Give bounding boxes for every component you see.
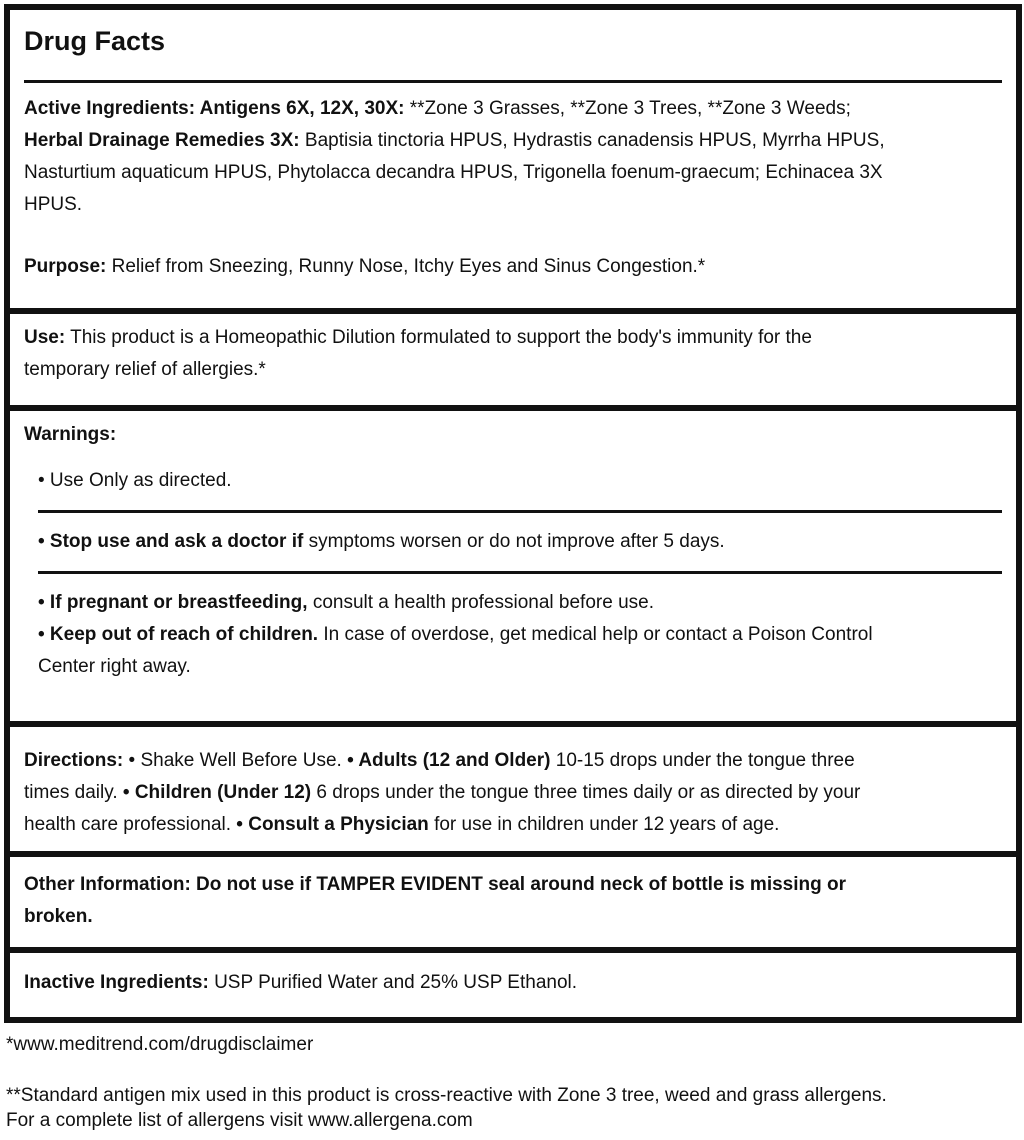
- use-line-2: temporary relief of allergies.*: [24, 359, 266, 380]
- drug-facts-title: Drug Facts: [24, 26, 166, 56]
- other-information-line-2: [24, 901, 1002, 933]
- directions-label: Directions:: [24, 750, 124, 771]
- warnings-section: [10, 405, 1016, 721]
- warnings-label: [24, 419, 1002, 451]
- directions-line-2-start: times daily.: [24, 782, 118, 803]
- other-information-section: [10, 851, 1016, 947]
- disclaimer-footnote: *www.meditrend.com/drugdisclaimer: [6, 1034, 314, 1055]
- other-information-text-2: broken.: [24, 906, 93, 927]
- other-information-text: Other Information: Do not use if TAMPER EVIDENT seal around neck of bottle is missing or: [24, 874, 847, 895]
- consult-label: • Consult a Physician: [236, 814, 429, 835]
- purpose-text: Relief from Sneezing, Runny Nose, Itchy Eyes and Sinus Congestion.*: [111, 256, 706, 277]
- warning-pregnant: [24, 587, 1002, 619]
- directions-line-3: [24, 809, 1002, 841]
- inactive-ingredients-text: USP Purified Water and 25% USP Ethanol.: [214, 972, 578, 993]
- children-label: • Children (Under 12): [122, 782, 312, 803]
- stop-use-text: symptoms worsen or do not improve after 5 days.: [308, 531, 725, 552]
- warning-stop-use: [24, 526, 1002, 558]
- keep-out-text: In case of overdose, get medical help or contact a Poison Control: [323, 624, 873, 645]
- consult-text: for use in children under 12 years of age.: [434, 814, 780, 835]
- purpose-line: [24, 251, 1002, 283]
- inactive-ingredients-line: [24, 967, 1002, 999]
- herbal-remedies-line-2: Nasturtium aquaticum HPUS, Phytolacca decandra HPUS, Trigonella foenum-graecum; Echinacea 3X: [24, 162, 883, 183]
- herbal-remedies-label: Herbal Drainage Remedies 3X:: [24, 130, 300, 151]
- herbal-remedies-text: Baptisia tinctoria HPUS, Hydrastis canadensis HPUS, Myrrha HPUS,: [304, 130, 885, 151]
- directions-line-2: [24, 777, 1002, 809]
- other-information-line-1: [24, 869, 1002, 901]
- adults-label: • Adults (12 and Older): [347, 750, 551, 771]
- inactive-ingredients-section: [10, 947, 1016, 1017]
- antigen-footnote-line-2: For a complete list of allergens visit www.allergena.com: [6, 1110, 473, 1131]
- pregnant-text: consult a health professional before use.: [312, 592, 654, 613]
- children-text: 6 drops under the tongue three times daily or as directed by your: [316, 782, 861, 803]
- herbal-remedies-line-3: HPUS.: [24, 194, 83, 215]
- use-section: [10, 308, 1016, 405]
- active-ingredients-line: [24, 93, 1002, 125]
- warning-keep-out: [24, 619, 1002, 651]
- purpose-label: Purpose:: [24, 256, 107, 277]
- warning-use-only: • Use Only as directed.: [38, 470, 232, 491]
- active-ingredients-label: Active Ingredients: Antigens 6X, 12X, 30X:: [24, 98, 405, 119]
- directions-section: [10, 721, 1016, 851]
- inactive-ingredients-label: Inactive Ingredients:: [24, 972, 209, 993]
- pregnant-label: • If pregnant or breastfeeding,: [38, 592, 308, 613]
- stop-use-label: • Stop use and ask a doctor if: [38, 531, 304, 552]
- directions-line-3-start: health care professional.: [24, 814, 232, 835]
- use-line: [24, 322, 1002, 354]
- warning-keep-out-line-2: Center right away.: [38, 656, 191, 677]
- antigen-footnote-line-1: **Standard antigen mix used in this product is cross-reactive with Zone 3 tree, weed and grass allergens.: [6, 1085, 887, 1106]
- herbal-remedies-line: [24, 125, 1002, 157]
- use-label: Use:: [24, 327, 66, 348]
- use-text: This product is a Homeopathic Dilution formulated to support the body's immunity for the: [70, 327, 812, 348]
- adults-text: 10-15 drops under the tongue three: [555, 750, 855, 771]
- directions-line-1: [24, 745, 1002, 777]
- active-ingredients-section: [10, 10, 1016, 308]
- directions-shake: • Shake Well Before Use.: [128, 750, 342, 771]
- antigens-text: **Zone 3 Grasses, **Zone 3 Trees, **Zone 3 Weeds;: [409, 98, 851, 119]
- keep-out-label: • Keep out of reach of children.: [38, 624, 319, 645]
- warnings-heading: Warnings:: [24, 424, 117, 445]
- drug-facts-panel: [4, 4, 1022, 1023]
